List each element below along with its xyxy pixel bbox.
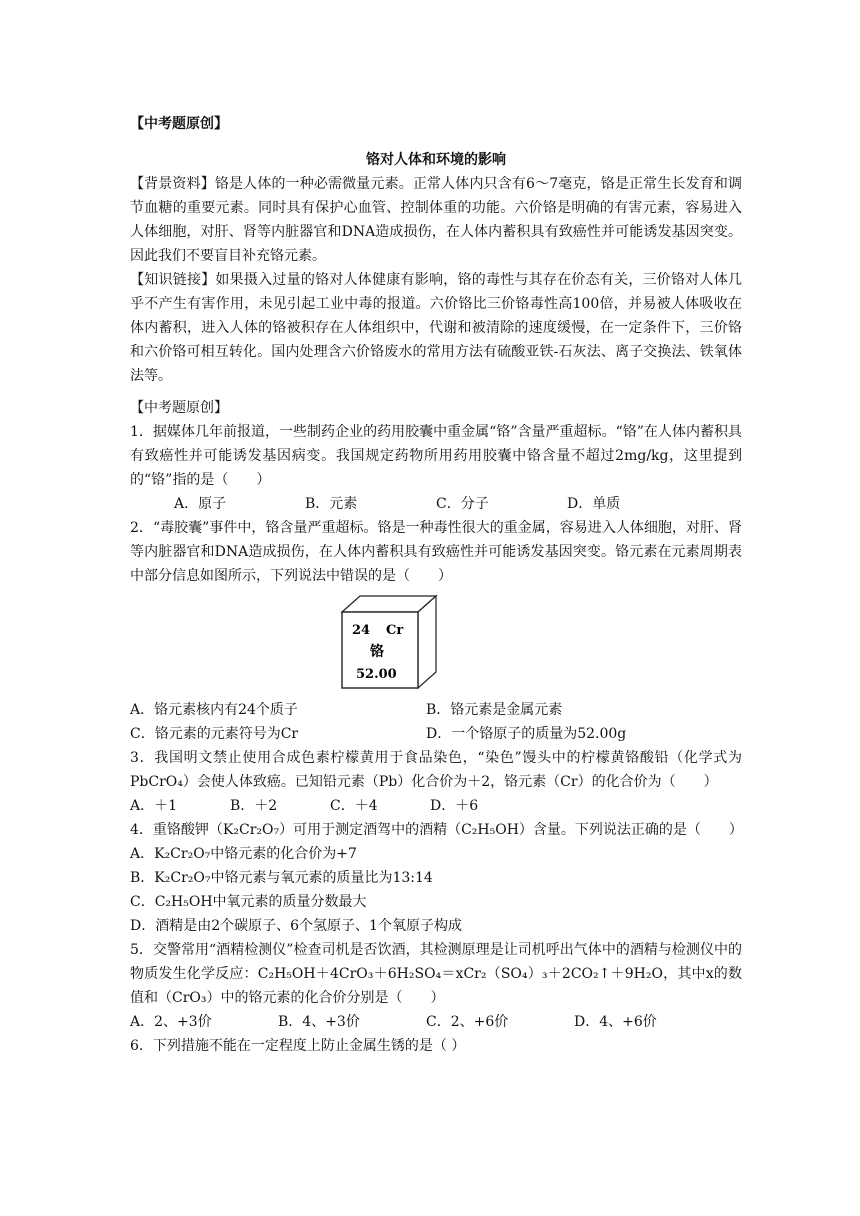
q5-option-d: D．4、+6价: [574, 1014, 657, 1030]
article-title: 铬对人体和环境的影响: [366, 152, 506, 168]
q1-option-a: A．原子: [174, 496, 227, 512]
section-label: 【中考题原创】: [130, 400, 228, 416]
q2-option-b: B．铬元素是金属元素: [426, 702, 563, 718]
element-mass: 52.00: [356, 667, 397, 682]
q2-option-a: A．铬元素核内有24个质子: [130, 702, 298, 718]
element-symbol: Cr: [386, 623, 404, 638]
question-3-options: [130, 794, 742, 818]
question-1-options: [130, 492, 742, 516]
element-cube-icon: [340, 594, 440, 690]
question-2-options-row1: [130, 698, 742, 722]
question-2-stem: 2．“毒胶囊”事件中，铬含量严重超标。铬是一种毒性很大的重金属，容易进入人体细胞，对肝、肾等内脏器官和DNA造成损伤，在人体内蓄积具有致癌性并可能诱发基因突变。铬元素在元素周期表中部分信息如图所示，下列说法中错误的是（ ）: [130, 520, 742, 584]
q2-option-c: C．铬元素的元素符号为Cr: [130, 726, 299, 742]
background-paragraph: 【背景资料】铬是人体的一种必需微量元素。正常人体内只含有6～7毫克，铬是正常生长发育和调节血糖的重要元素。同时具有保护心血管、控制体重的功能。六价铬是明确的有害元素，容易进入人体细胞，对肝、肾等内脏器官和DNA造成损伤，在人体内蓄积具有致癌性并可能诱发基因突变。因此我们不要盲目补充铬元素。: [130, 176, 742, 264]
element-number: 24: [352, 623, 371, 638]
q5-option-c: C．2、+6价: [426, 1014, 509, 1030]
question-6-stem: 6．下列措施不能在一定程度上防止金属生锈的是（ ）: [130, 1038, 466, 1054]
q1-option-c: C．分子: [436, 496, 489, 512]
element-name: 铬: [370, 644, 384, 660]
q3-option-d: D．＋6: [430, 798, 479, 814]
header-label: 【中考题原创】: [130, 116, 228, 132]
q3-option-b: B．＋2: [230, 798, 278, 814]
q3-option-c: C．＋4: [330, 798, 378, 814]
q1-option-b: B．元素: [305, 496, 358, 512]
q4-option-d: D．酒精是由2个碳原子、6个氢原子、1个氧原子构成: [130, 918, 462, 934]
question-2-options-row2: [130, 722, 742, 746]
q5-option-b: B．4、+3价: [278, 1014, 360, 1030]
document-page: [130, 112, 742, 1058]
question-5-options: [130, 1010, 742, 1034]
q4-option-c: C．C₂H₅OH中氧元素的质量分数最大: [130, 894, 367, 910]
knowledge-paragraph: 【知识链接】如果摄入过量的铬对人体健康有影响，铬的毒性与其存在价态有关，三价铬对人体几乎不产生有害作用，未见引起工业中毒的报道。六价铬比三价铬毒性高100倍，并易被人体吸收在体内蓄积，进入人体的铬被积存在人体组织中，代谢和被清除的速度缓慢，在一定条件下，三价铬和六价铬可相互转化。国内处理含六价铬废水的常用方法有硫酸亚铁-石灰法、离子交换法、铁氧体法等。: [130, 272, 742, 384]
q2-option-d: D．一个铬原子的质量为52.00g: [426, 726, 627, 742]
q4-option-b: B．K₂Cr₂O₇中铬元素与氧元素的质量比为13:14: [130, 870, 433, 886]
question-3-stem: 3．我国明文禁止使用合成色素柠檬黄用于食品染色，“染色”馒头中的柠檬黄铬酸铅（化学式为PbCrO₄）会使人体致癌。已知铅元素（Pb）化合价为＋2，铬元素（Cr）的化合价为（ ）: [130, 750, 742, 790]
question-1-stem: 1．据媒体几年前报道，一些制药企业的药用胶囊中重金属“铬”含量严重超标。“铬”在人体内蓄积具有致癌性并可能诱发基因病变。我国规定药物所用药用胶囊中铬含量不超过2mg/kg，这里提到的“铬”指的是（ ）: [130, 424, 742, 488]
q5-option-a: A．2、+3价: [130, 1014, 212, 1030]
question-4-stem: 4．重铬酸钾（K₂Cr₂O₇）可用于测定酒驾中的酒精（C₂H₅OH）含量。下列说法正确的是（ ）: [130, 822, 743, 838]
q3-option-a: A．＋1: [130, 798, 178, 814]
question-5-stem: 5．交警常用“酒精检测仪”检查司机是否饮酒，其检测原理是让司机呼出气体中的酒精与检测仪中的物质发生化学反应：C₂H₅OH＋4CrO₃＋6H₂SO₄＝xCr₂（SO₄）₃＋2CO₂↑＋9H₂O，其中x的数值和（CrO₃）中的铬元素的化合价分别是（ ）: [130, 942, 742, 1006]
q4-option-a: A．K₂Cr₂O₇中铬元素的化合价为+7: [130, 846, 357, 862]
q1-option-d: D．单质: [567, 496, 621, 512]
element-cube-figure: [130, 594, 742, 694]
